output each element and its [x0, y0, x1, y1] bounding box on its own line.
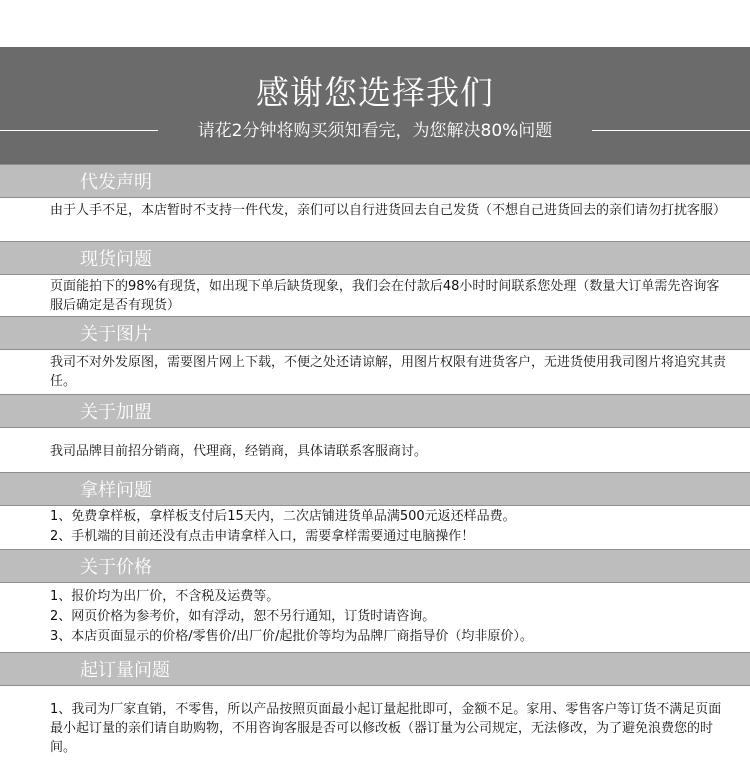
section-body-stock: [50, 277, 726, 315]
section-header-moq: [0, 652, 750, 686]
list-item: 2、手机端的目前还没有点击申请拿样入口，需要拿样需要通过电脑操作！: [50, 529, 475, 544]
section-title: 起订量问题: [80, 660, 170, 681]
list-item: 2、网页价格为参考价，如有浮动，恕不另行通知，订货时请咨询。: [50, 609, 436, 624]
section-header-samples: [0, 472, 750, 506]
banner-divider-right: [592, 130, 750, 131]
section-text: 1、我司为厂家直销，不零售，所以产品按照页面最小起订量起批即可，金额不足。家用、零售客户等订货不满足页面最小起订量的亲们请自助购物，不用咨询客服是否可以修改板（器订量为公司规定，无法修改，为了避免浪费您的时间。: [50, 702, 722, 755]
section-text: 页面能拍下的98%有现货，如出现下单后缺货现象，我们会在付款后48小时时间联系您处理（数量大订单需先咨询客服后确定是否有现货）: [50, 279, 720, 313]
header-banner: [0, 47, 750, 164]
section-title: 关于图片: [80, 324, 152, 345]
list-item: 3、本店页面显示的价格/零售价/出厂价/起批价等均为品牌厂商指导价（均非原价）。: [50, 629, 533, 644]
section-title: 代发声明: [80, 172, 152, 193]
section-title: 拿样问题: [80, 480, 152, 501]
section-text: 我司品牌目前招分销商，代理商，经销商，具体请联系客服商讨。: [50, 444, 428, 459]
banner-subtitle: 请花2分钟将购买须知看完，为您解决80%问题: [197, 121, 553, 141]
section-header-stock: [0, 241, 750, 275]
section-body-samples: [50, 507, 726, 547]
section-title: 现货问题: [80, 249, 152, 270]
section-text: 我司不对外发原图，需要图片网上下载，不便之处还请谅解，用图片权限有进货客户，无进货使用我司图片将追究其责任。: [50, 355, 727, 389]
section-body-moq: [50, 700, 726, 757]
section-header-dropship: [0, 164, 750, 198]
section-body-franchise: [50, 442, 726, 461]
list-item: 1、免费拿样板，拿样板支付后15天内，二次店铺进货单品满500元返还样品费。: [50, 509, 516, 524]
section-body-images: [50, 353, 726, 391]
section-header-franchise: [0, 394, 750, 428]
banner-divider-left: [0, 130, 158, 131]
section-header-pricing: [0, 549, 750, 583]
banner-title: 感谢您选择我们: [256, 73, 494, 112]
section-header-images: [0, 316, 750, 350]
banner-subtitle-row: [0, 119, 750, 143]
section-body-dropship: [50, 201, 726, 220]
list-item: 1、报价均为出厂价，不含税及运费等。: [50, 589, 280, 604]
section-body-pricing: [50, 587, 726, 647]
section-text: 由于人手不足，本店暂时不支持一件代发，亲们可以自行进货回去自己发货（不想自己进货回去的亲们请勿打扰客服）: [50, 203, 727, 218]
section-title: 关于加盟: [80, 402, 152, 423]
section-title: 关于价格: [80, 557, 152, 578]
